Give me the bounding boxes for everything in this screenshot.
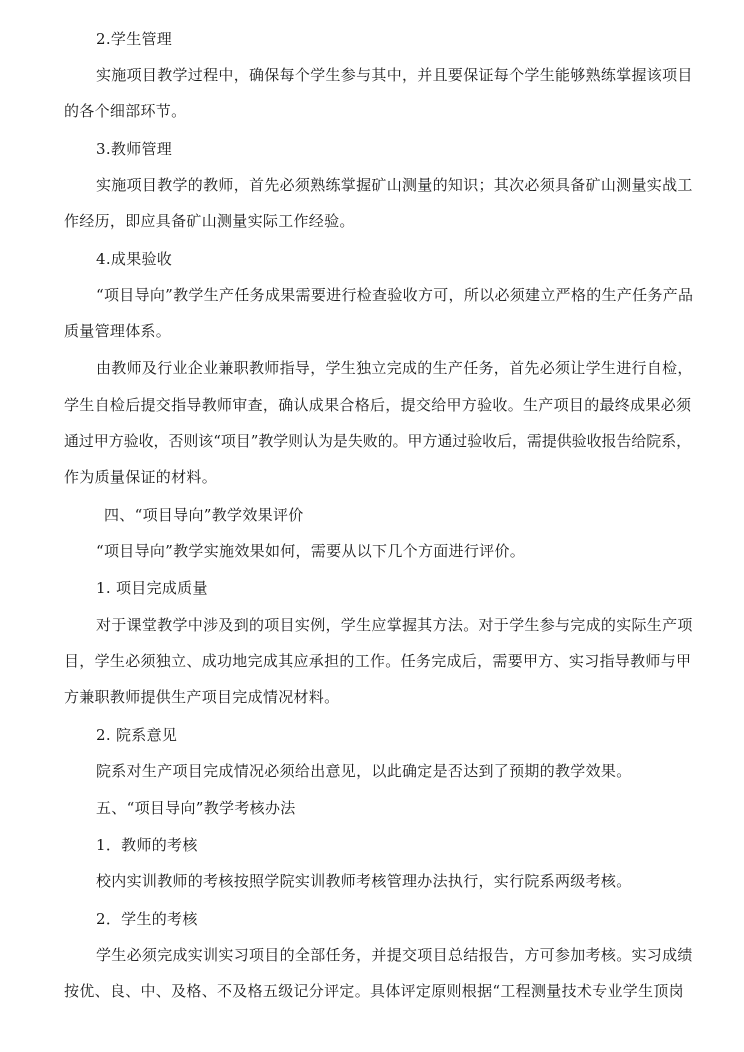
- paragraph-line: 作经历，即应具备矿山测量实际工作经验。: [64, 212, 355, 230]
- section-heading-assessment: 五、“项目导向”教学考核办法: [96, 799, 296, 817]
- paragraph-line: 学生必须完成实训实习项目的全部任务，并提交项目总结报告，方可参加考核。实习成绩: [96, 946, 693, 964]
- paragraph-line: 质量管理体系。: [64, 322, 172, 340]
- paragraph-line: 方兼职教师提供生产项目完成情况材料。: [64, 688, 340, 706]
- heading-student-assessment: 2．学生的考核: [96, 910, 198, 928]
- paragraph-line: 校内实训教师的考核按照学院实训教师考核管理办法执行，实行院系两级考核。: [96, 872, 632, 890]
- paragraph-line: 的各个细部环节。: [64, 102, 187, 120]
- paragraph-line: 院系对生产项目完成情况必须给出意见，以此确定是否达到了预期的教学效果。: [96, 762, 632, 780]
- paragraph-line: 实施项目教学过程中，确保每个学生参与其中，并且要保证每个学生能够熟练掌握该项目: [96, 66, 693, 84]
- paragraph-line: 实施项目教学的教师，首先必须熟练掌握矿山测量的知识；其次必须具备矿山测量实战工: [96, 176, 693, 194]
- paragraph-line: 目，学生必须独立、成功地完成其应承担的工作。任务完成后，需要甲方、实习指导教师与甲: [64, 652, 692, 670]
- heading-project-quality: 1. 项目完成质量: [96, 579, 208, 597]
- heading-teacher-assessment: 1．教师的考核: [96, 836, 198, 854]
- paragraph-line: “项目导向”教学实施效果如何，需要从以下几个方面进行评价。: [96, 542, 526, 560]
- paragraph-line: 通过甲方验收，否则该“项目”教学则认为是失败的。甲方通过验收后，需提供验收报告给院系，: [64, 432, 692, 450]
- heading-student-management: 2.学生管理: [96, 30, 173, 48]
- paragraph-line: 作为质量保证的材料。: [64, 468, 218, 486]
- heading-teacher-management: 3.教师管理: [96, 140, 173, 158]
- heading-result-acceptance: 4.成果验收: [96, 250, 173, 268]
- section-heading-evaluation: 四、“项目导向”教学效果评价: [104, 506, 304, 524]
- paragraph-line: 按优、良、中、及格、不及格五级记分评定。具体评定原则根据“工程测量技术专业学生顶岗: [64, 982, 684, 1000]
- paragraph-line: “项目导向”教学生产任务成果需要进行检查验收方可，所以必须建立严格的生产任务产品: [96, 286, 694, 304]
- paragraph-line: 由教师及行业企业兼职教师指导，学生独立完成的生产任务，首先必须让学生进行自检，: [96, 359, 693, 377]
- paragraph-line: 学生自检后提交指导教师审查，确认成果合格后，提交给甲方验收。生产项目的最终成果必须: [64, 396, 692, 414]
- heading-department-opinion: 2. 院系意见: [96, 726, 178, 744]
- paragraph-line: 对于课堂教学中涉及到的项目实例，学生应掌握其方法。对于学生参与完成的实际生产项: [96, 616, 693, 634]
